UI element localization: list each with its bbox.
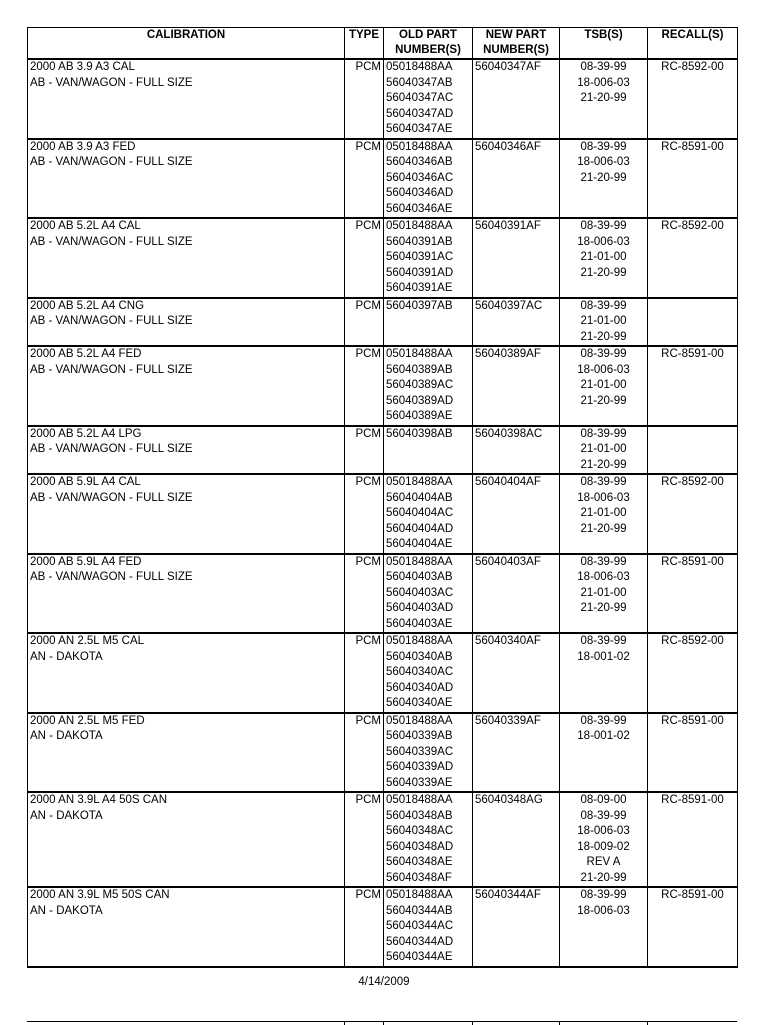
header-recall: RECALL(S) xyxy=(648,28,738,60)
old-part-number: 56040348AE xyxy=(386,856,453,868)
vehicle-description: AN - DAKOTA xyxy=(30,809,103,822)
type-cell: PCM xyxy=(345,298,384,347)
tsb-number: 18-006-03 xyxy=(577,491,630,504)
old-part-number: 56040397AB xyxy=(386,299,453,312)
new-part-cell: 56040344AF xyxy=(473,887,560,967)
tsb-number: 08-39-99 xyxy=(580,427,627,440)
old-part-number: 56040339AB xyxy=(386,730,453,742)
old-part-number: 56040347AB xyxy=(386,76,453,89)
old-part-number: 56040389AB xyxy=(386,363,453,376)
old-part-number: 05018488AA xyxy=(386,140,453,153)
calibration-name: 2000 AN 3.9L M5 50S CAN xyxy=(30,889,170,901)
calibration-cell xyxy=(28,426,345,475)
new-part-cell: 56040348AG xyxy=(473,792,560,887)
tsb-cell xyxy=(560,59,648,139)
calibration-name: 2000 AN 2.5L M5 CAL xyxy=(30,635,145,647)
tsb-number: 08-39-99 xyxy=(580,635,627,647)
old-part-number: 56040339AC xyxy=(386,745,454,758)
vehicle-description: AB - VAN/WAGON - FULL SIZE xyxy=(30,491,193,504)
table-row xyxy=(28,426,738,475)
tsb-number: 21-01-00 xyxy=(580,379,627,391)
new-part-cell: 56040398AC xyxy=(473,426,560,475)
old-part-number: 56040340AB xyxy=(386,650,453,663)
old-part-cell xyxy=(384,713,473,793)
tsb-cell xyxy=(560,298,648,347)
calibration-cell xyxy=(28,298,345,347)
old-part-number: 05018488AA xyxy=(386,220,453,232)
old-part-cell xyxy=(384,474,473,554)
vehicle-description: AN - DAKOTA xyxy=(30,904,103,917)
tsb-number: 18-009-02 xyxy=(577,840,630,853)
tsb-number: 18-006-03 xyxy=(577,76,630,89)
tsb-number: REV A xyxy=(586,856,621,868)
new-part-cell: 56040389AF xyxy=(473,346,560,426)
header-old-part-line2: NUMBER(S) xyxy=(395,44,461,56)
tsb-number: 18-001-02 xyxy=(577,730,630,742)
old-part-number: 56040404AE xyxy=(386,538,453,550)
old-part-number: 56040339AE xyxy=(386,776,453,789)
old-part-number: 05018488AA xyxy=(386,555,453,568)
old-part-number: 56040344AC xyxy=(386,920,454,932)
recall-cell: RC-8591-00 xyxy=(648,713,738,793)
old-part-number: 56040403AD xyxy=(386,602,454,614)
tsb-number: 21-20-99 xyxy=(580,458,627,471)
old-part-number: 56040389AC xyxy=(386,379,454,391)
new-part-cell: 56040346AF xyxy=(473,139,560,219)
type-cell: PCM xyxy=(345,792,384,887)
old-part-number: 56040339AD xyxy=(386,761,454,773)
calibration-name: 2000 AB 5.2L A4 LPG xyxy=(30,427,142,440)
old-part-number: 05018488AA xyxy=(386,635,453,647)
old-part-cell xyxy=(384,554,473,634)
next-page-table-edge xyxy=(27,1021,737,1025)
table-row xyxy=(28,59,738,139)
table-row xyxy=(28,887,738,967)
new-part-cell: 56040403AF xyxy=(473,554,560,634)
tsb-cell xyxy=(560,633,648,713)
tsb-number: 21-01-00 xyxy=(580,315,627,327)
tsb-number: 08-39-99 xyxy=(580,809,627,822)
old-part-number: 56040347AC xyxy=(386,92,454,104)
old-part-number: 56040391AB xyxy=(386,235,453,248)
recall-cell: RC-8591-00 xyxy=(648,139,738,219)
header-old-part xyxy=(384,28,473,60)
tsb-cell xyxy=(560,554,648,634)
table-row xyxy=(28,298,738,347)
table-row xyxy=(28,792,738,887)
calibration-cell xyxy=(28,218,345,298)
tsb-cell xyxy=(560,139,648,219)
old-part-number: 56040346AE xyxy=(386,202,453,215)
table-row xyxy=(28,633,738,713)
tsb-number: 08-39-99 xyxy=(580,61,627,73)
header-tsb: TSB(S) xyxy=(560,28,648,60)
type-cell: PCM xyxy=(345,633,384,713)
old-part-cell xyxy=(384,218,473,298)
calibration-name: 2000 AN 2.5L M5 FED xyxy=(30,714,145,727)
table-row xyxy=(28,346,738,426)
tsb-number: 18-006-03 xyxy=(577,363,630,376)
vehicle-description: AN - DAKOTA xyxy=(30,730,103,742)
calibration-cell xyxy=(28,633,345,713)
vehicle-description: AB - VAN/WAGON - FULL SIZE xyxy=(30,315,193,327)
header-new-part-line2: NUMBER(S) xyxy=(483,44,549,56)
vehicle-description: AB - VAN/WAGON - FULL SIZE xyxy=(30,571,193,583)
tsb-number: 21-01-00 xyxy=(580,443,627,455)
type-cell: PCM xyxy=(345,218,384,298)
tsb-number: 08-39-99 xyxy=(580,714,627,727)
tsb-number: 08-39-99 xyxy=(580,476,627,488)
old-part-number: 56040347AD xyxy=(386,107,454,120)
type-cell: PCM xyxy=(345,887,384,967)
recall-cell: RC-8591-00 xyxy=(648,554,738,634)
calibration-name: 2000 AB 5.9L A4 FED xyxy=(30,555,142,568)
calibration-cell xyxy=(28,59,345,139)
new-part-cell: 56040339AF xyxy=(473,713,560,793)
tsb-number: 08-39-99 xyxy=(580,555,627,568)
calibration-cell xyxy=(28,554,345,634)
vehicle-description: AB - VAN/WAGON - FULL SIZE xyxy=(30,363,193,376)
tsb-number: 18-006-03 xyxy=(577,571,630,583)
tsb-number: 08-39-99 xyxy=(580,140,627,153)
tsb-number: 21-01-00 xyxy=(580,586,627,599)
new-part-cell: 56040340AF xyxy=(473,633,560,713)
old-part-cell xyxy=(384,139,473,219)
tsb-cell xyxy=(560,426,648,475)
old-part-number: 56040398AB xyxy=(386,427,453,440)
old-part-number: 05018488AA xyxy=(386,889,453,901)
tsb-number: 21-20-99 xyxy=(580,266,627,279)
header-type: TYPE xyxy=(345,28,384,60)
old-part-number: 05018488AA xyxy=(386,476,453,488)
tsb-number: 18-006-03 xyxy=(577,825,630,837)
old-part-number: 56040391AE xyxy=(386,282,453,294)
tsb-cell xyxy=(560,887,648,967)
calibration-cell xyxy=(28,713,345,793)
new-part-cell: 56040347AF xyxy=(473,59,560,139)
recall-cell: RC-8591-00 xyxy=(648,792,738,887)
type-cell: PCM xyxy=(345,139,384,219)
old-part-number: 56040391AC xyxy=(386,251,454,263)
old-part-number: 56040403AC xyxy=(386,586,454,599)
old-part-number: 56040344AD xyxy=(386,935,454,948)
tsb-number: 08-39-99 xyxy=(580,348,627,360)
tsb-cell xyxy=(560,218,648,298)
old-part-number: 56040347AE xyxy=(386,123,453,135)
tsb-number: 08-39-99 xyxy=(580,889,627,901)
tsb-number: 08-09-00 xyxy=(580,794,627,806)
recall-cell: RC-8591-00 xyxy=(648,346,738,426)
recall-cell: RC-8592-00 xyxy=(648,633,738,713)
calibration-name: 2000 AB 5.2L A4 CNG xyxy=(30,299,145,312)
footer-date: 4/14/2009 xyxy=(358,976,410,988)
tsb-number: 08-39-99 xyxy=(580,299,627,312)
vehicle-description: AN - DAKOTA xyxy=(30,650,103,663)
header-new-part-line1: NEW PART xyxy=(485,29,547,41)
table-row xyxy=(28,474,738,554)
tsb-number: 18-001-02 xyxy=(577,650,630,663)
old-part-cell xyxy=(384,346,473,426)
calibration-cell xyxy=(28,346,345,426)
table-row xyxy=(28,139,738,219)
old-part-number: 56040348AD xyxy=(386,840,454,853)
table-row xyxy=(28,218,738,298)
tsb-number: 21-20-99 xyxy=(580,394,627,407)
old-part-number: 56040348AF xyxy=(386,871,452,884)
old-part-number: 56040403AB xyxy=(386,571,453,583)
table-header-row xyxy=(28,28,738,60)
old-part-number: 56040404AD xyxy=(386,522,454,535)
type-cell: PCM xyxy=(345,713,384,793)
recall-cell: RC-8591-00 xyxy=(648,887,738,967)
old-part-number: 56040389AE xyxy=(386,410,453,422)
new-part-cell: 56040391AF xyxy=(473,218,560,298)
old-part-number: 05018488AA xyxy=(386,61,453,73)
type-cell: PCM xyxy=(345,554,384,634)
vehicle-description: AB - VAN/WAGON - FULL SIZE xyxy=(30,156,193,168)
vehicle-description: AB - VAN/WAGON - FULL SIZE xyxy=(30,76,193,89)
old-part-number: 56040404AC xyxy=(386,507,454,519)
calibration-cell xyxy=(28,139,345,219)
header-calibration: CALIBRATION xyxy=(28,28,345,60)
recall-cell xyxy=(648,298,738,347)
calibration-cell xyxy=(28,474,345,554)
old-part-number: 56040348AB xyxy=(386,809,453,822)
new-part-cell: 56040397AC xyxy=(473,298,560,347)
old-part-number: 56040344AB xyxy=(386,904,453,917)
calibration-name: 2000 AB 3.9 A3 FED xyxy=(30,140,136,153)
tsb-cell xyxy=(560,713,648,793)
calibration-name: 2000 AB 3.9 A3 CAL xyxy=(30,61,135,73)
old-part-number: 56040389AD xyxy=(386,394,454,407)
calibration-name: 2000 AB 5.2L A4 CAL xyxy=(30,220,141,232)
tsb-number: 21-01-00 xyxy=(580,507,627,519)
tsb-number: 21-20-99 xyxy=(580,871,627,884)
type-cell: PCM xyxy=(345,346,384,426)
recall-cell: RC-8592-00 xyxy=(648,474,738,554)
recall-cell: RC-8592-00 xyxy=(648,59,738,139)
old-part-number: 56040340AD xyxy=(386,681,454,694)
old-part-number: 56040403AE xyxy=(386,617,453,630)
calibration-name: 2000 AB 5.9L A4 CAL xyxy=(30,476,141,488)
table-row xyxy=(28,713,738,793)
old-part-number: 56040344AE xyxy=(386,951,453,963)
old-part-number: 56040391AD xyxy=(386,266,454,279)
old-part-number: 56040346AD xyxy=(386,187,454,199)
old-part-number: 56040346AC xyxy=(386,171,454,184)
type-cell: PCM xyxy=(345,59,384,139)
tsb-number: 21-01-00 xyxy=(580,251,627,263)
tsb-number: 21-20-99 xyxy=(580,522,627,535)
tsb-number: 18-006-03 xyxy=(577,904,630,917)
tsb-cell xyxy=(560,792,648,887)
old-part-number: 56040346AB xyxy=(386,156,453,168)
old-part-number: 56040348AC xyxy=(386,825,454,837)
tsb-number: 18-006-03 xyxy=(577,156,630,168)
recall-cell xyxy=(648,426,738,475)
old-part-number: 56040340AE xyxy=(386,697,453,709)
calibration-table xyxy=(27,27,738,968)
old-part-number: 56040404AB xyxy=(386,491,453,504)
vehicle-description: AB - VAN/WAGON - FULL SIZE xyxy=(30,235,193,248)
type-cell: PCM xyxy=(345,474,384,554)
old-part-cell xyxy=(384,633,473,713)
new-part-cell: 56040404AF xyxy=(473,474,560,554)
old-part-number: 56040340AC xyxy=(386,666,454,678)
tsb-number: 21-20-99 xyxy=(580,602,627,614)
calibration-name: 2000 AB 5.2L A4 FED xyxy=(30,348,142,360)
tsb-number: 21-20-99 xyxy=(580,92,627,104)
old-part-cell xyxy=(384,792,473,887)
calibration-cell xyxy=(28,792,345,887)
calibration-cell xyxy=(28,887,345,967)
tsb-cell xyxy=(560,474,648,554)
tsb-number: 21-20-99 xyxy=(580,330,627,343)
tsb-number: 08-39-99 xyxy=(580,220,627,232)
tsb-cell xyxy=(560,346,648,426)
calibration-name: 2000 AN 3.9L A4 50S CAN xyxy=(30,794,168,806)
header-old-part-line1: OLD PART xyxy=(399,29,457,41)
tsb-number: 18-006-03 xyxy=(577,235,630,248)
header-new-part xyxy=(473,28,560,60)
old-part-number: 05018488AA xyxy=(386,794,453,806)
old-part-cell xyxy=(384,298,473,347)
type-cell: PCM xyxy=(345,426,384,475)
old-part-number: 05018488AA xyxy=(386,714,453,727)
table-row xyxy=(28,554,738,634)
tsb-number: 21-20-99 xyxy=(580,171,627,184)
old-part-cell xyxy=(384,887,473,967)
old-part-number: 05018488AA xyxy=(386,348,453,360)
recall-cell: RC-8592-00 xyxy=(648,218,738,298)
old-part-cell xyxy=(384,59,473,139)
vehicle-description: AB - VAN/WAGON - FULL SIZE xyxy=(30,443,193,455)
old-part-cell xyxy=(384,426,473,475)
